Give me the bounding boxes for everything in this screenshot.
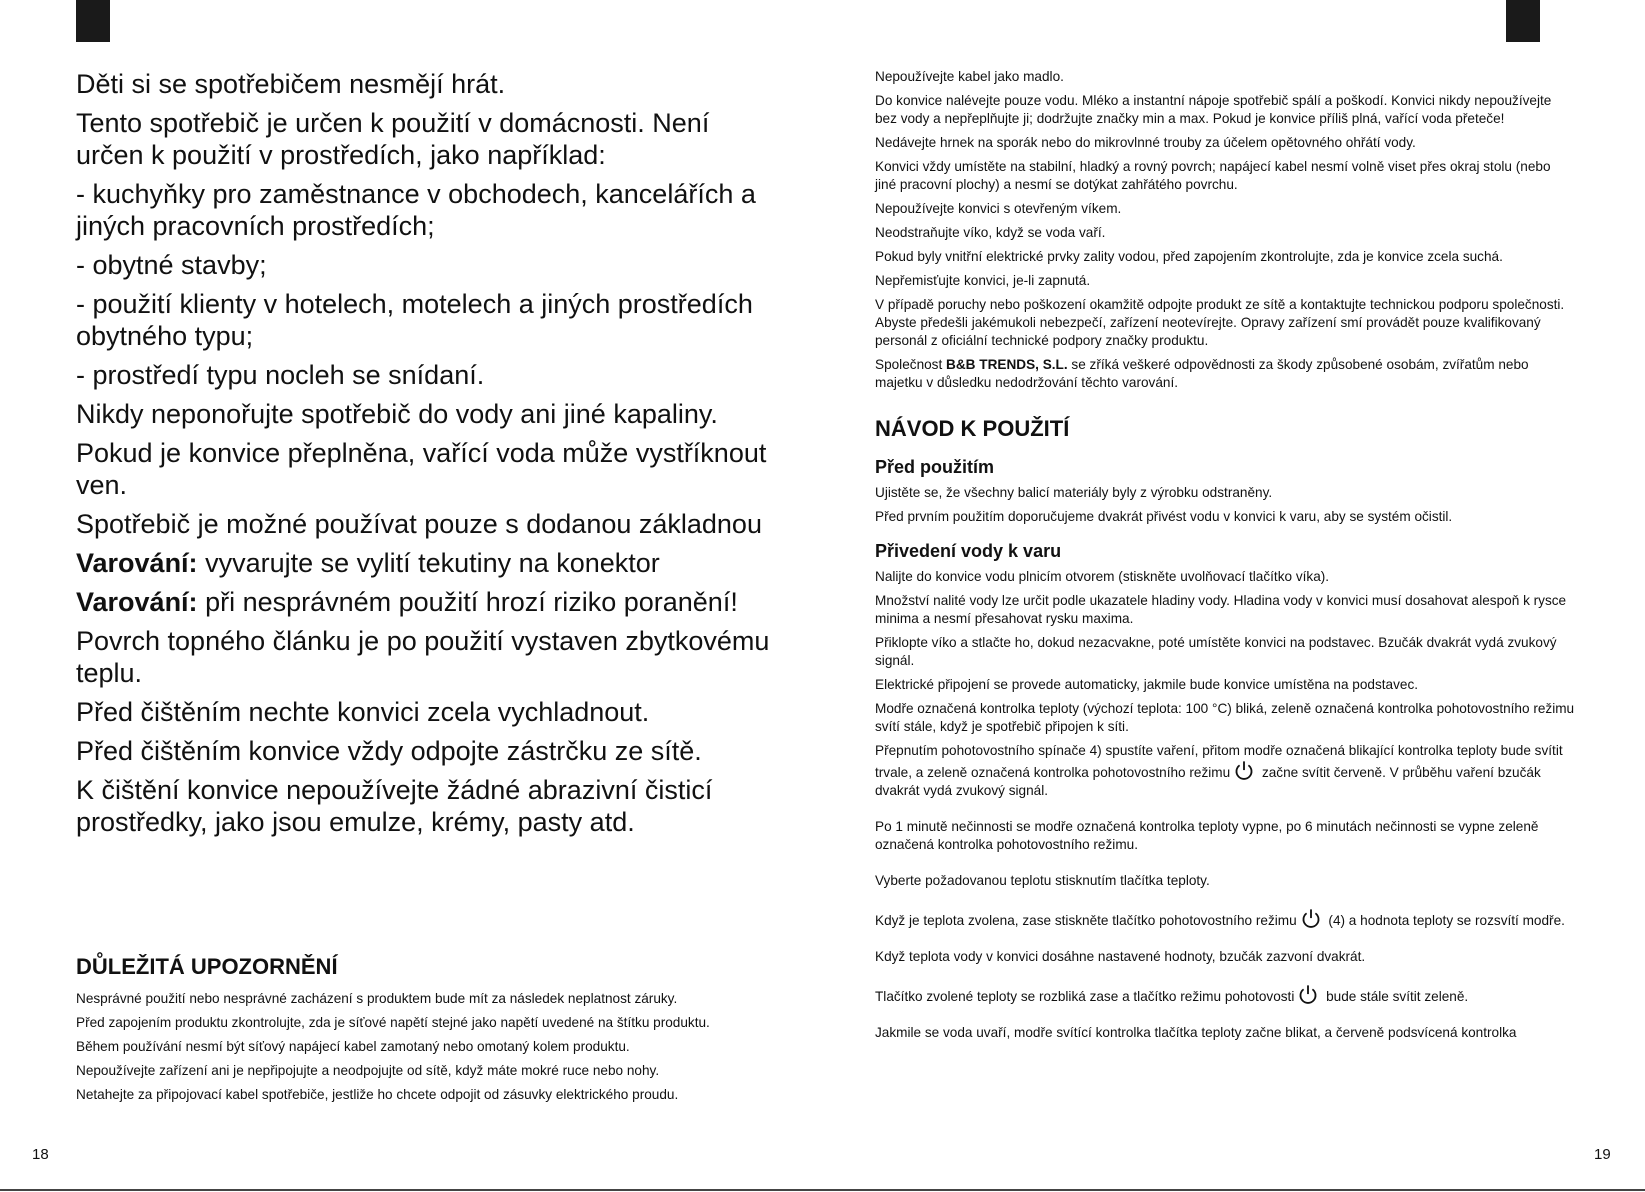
blink-paragraph bbox=[875, 984, 1575, 1006]
boiling-item: Přiklopte víko a stlačte ho, dokud nezacvakne, poté umístěte konvici na podstavec. Bzučák dvakrát vydá zvukový signál. bbox=[875, 635, 1557, 668]
warning-item: Konvici vždy umístěte na stabilní, hladký a rovný povrch; napájecí kabel nesmí volně viset přes okraj stolu (nebo jiné pracovní plochy) a nesmí se dotýkat zahřátého povrchu. bbox=[875, 159, 1551, 192]
before-use-heading: Před použitím bbox=[875, 457, 995, 477]
reached-paragraph: Když teplota vody v konvici dosáhne nastavené hodnoty, bzučák zazvoní dvakrát. bbox=[875, 949, 1366, 964]
page-tab-marker-right bbox=[1506, 0, 1540, 42]
left-paragraph: Děti si se spotřebičem nesmějí hrát. bbox=[76, 69, 506, 99]
left-page-body bbox=[76, 68, 776, 845]
left-paragraph: - použití klienty v hotelech, motelech a jiných prostředích obytného typu; bbox=[76, 289, 753, 351]
select-temp-paragraph: Vyberte požadovanou teplotu stisknutím tlačítka teploty. bbox=[875, 873, 1210, 888]
before-use-item: Před prvním použitím doporučujeme dvakrát přivést vodu v konvici k varu, aby se systém očistil. bbox=[875, 509, 1453, 524]
important-item: Nesprávné použití nebo nesprávné zacházení s produktem bude mít za následek neplatnost záruky. bbox=[76, 991, 678, 1006]
warning-item: Nepoužívejte kabel jako madlo. bbox=[875, 69, 1064, 84]
power-icon bbox=[1300, 908, 1322, 930]
left-paragraph: Tento spotřebič je určen k použití v domácnosti. Není určen k použití v prostředích, jako například: bbox=[76, 108, 710, 170]
left-paragraph: Spotřebič je možné používat pouze s dodanou základnou bbox=[76, 509, 762, 539]
bottom-divider bbox=[0, 1189, 1645, 1191]
liability-suffix: se zříká veškeré odpovědnosti za škody způsobené osobám, zvířatům nebo majetku v důsledku nedodržování těchto varování. bbox=[875, 357, 1529, 390]
left-paragraph: K čištění konvice nepoužívejte žádné abrazivní čisticí prostředky, jako jsou emulze, krémy, pasty atd. bbox=[76, 775, 713, 837]
warning-item: V případě poruchy nebo poškození okamžitě odpojte produkt ze sítě a kontaktujte technickou podporu společnosti. Abyste předešli jakémukoli nebezpečí, zařízení neotevírejte. Opravy zařízení smí provádět pouze kvalifikovaný personál z oficiální technické podpory značky produktu. bbox=[875, 297, 1565, 348]
warning-item: Pokud byly vnitřní elektrické prvky zality vodou, před zapojením zkontrolujte, zda je konvice zcela suchá. bbox=[875, 249, 1503, 264]
left-paragraph: Před čištěním nechte konvici zcela vychladnout. bbox=[76, 697, 650, 727]
warning-item: Nepřemisťujte konvici, je-li zapnutá. bbox=[875, 273, 1091, 288]
liability-prefix: Společnost bbox=[875, 357, 947, 372]
boiling-heading: Přivedení vody k varu bbox=[875, 541, 1062, 561]
switch-text-b: začne svítit červeně. V průběhu vaření bzučák dvakrát vydá zvukový signál. bbox=[875, 765, 1541, 798]
warning-item: Nepoužívejte konvici s otevřeným víkem. bbox=[875, 201, 1122, 216]
warning-text: při nesprávném použití hrozí riziko poranění! bbox=[197, 587, 738, 617]
important-item: Netahejte za připojovací kabel spotřebiče, jestliže ho chcete odpojit od zásuvky elektrického proudu. bbox=[76, 1087, 679, 1102]
power-icon bbox=[1297, 984, 1319, 1006]
warning-item: Do konvice nalévejte pouze vodu. Mléko a instantní nápoje spotřebič spálí a poškodí. Konvici nikdy nepoužívejte bez vody a nepřeplňujte ji; dodržujte značky min a max. Pokud je konvice příliš plná, vařící voda přeteče! bbox=[875, 93, 1552, 126]
left-paragraph: - prostředí typu nocleh se snídaní. bbox=[76, 360, 485, 390]
company-name: B&B TRENDS, S.L. bbox=[946, 357, 1068, 372]
boiling-item: Modře označená kontrolka teploty (výchozí teplota: 100 °C) bliká, zeleně označená kontrolka pohotovostního režimu svítí stále, když je spotřebič připojen k síti. bbox=[875, 701, 1575, 734]
page-tab-marker-left bbox=[76, 0, 110, 42]
right-page-body bbox=[875, 68, 1575, 1048]
blink-text-a: Tlačítko zvolené teploty se rozbliká zase a tlačítko režimu pohotovosti bbox=[875, 989, 1295, 1004]
page-number-left: 18 bbox=[32, 1146, 49, 1163]
important-item: Nepoužívejte zařízení ani je nepřipojujte a neodpojujte od sítě, když máte mokré ruce nebo nohy. bbox=[76, 1063, 660, 1078]
selected-text-a: Když je teplota zvolena, zase stiskněte tlačítko pohotovostního režimu bbox=[875, 913, 1297, 928]
left-paragraph: - kuchyňky pro zaměstnance v obchodech, kancelářích a jiných pracovních prostředích; bbox=[76, 179, 756, 241]
boiling-item: Nalijte do konvice vodu plnicím otvorem (stiskněte uvolňovací tlačítko víka). bbox=[875, 569, 1330, 584]
power-icon bbox=[1233, 760, 1255, 782]
left-paragraph: Pokud je konvice přeplněna, vařící voda může vystříknout ven. bbox=[76, 438, 767, 500]
warning-text: vyvarujte se vylití tekutiny na konektor bbox=[197, 548, 660, 578]
warning-item: Neodstraňujte víko, když se voda vaří. bbox=[875, 225, 1106, 240]
warning-label: Varování: bbox=[76, 587, 198, 617]
boiling-item: Množství nalité vody lze určit podle ukazatele hladiny vody. Hladina vody v konvici musí dosahovat alespoň k rysce minima a nesmí přesahovat rysku maxima. bbox=[875, 593, 1567, 626]
important-notices-section bbox=[76, 954, 776, 1110]
page-number-right: 19 bbox=[1594, 1146, 1611, 1163]
warning-item: Nedávejte hrnek na sporák nebo do mikrovlnné trouby za účelem opětovného ohřátí vody. bbox=[875, 135, 1416, 150]
warning-line bbox=[76, 586, 776, 618]
before-use-item: Ujistěte se, že všechny balicí materiály byly z výrobku odstraněny. bbox=[875, 485, 1273, 500]
switch-paragraph bbox=[875, 742, 1575, 800]
blink-text-b: bude stále svítit zeleně. bbox=[1322, 989, 1469, 1004]
left-paragraph: - obytné stavby; bbox=[76, 250, 267, 280]
important-title: DŮLEŽITÁ UPOZORNĚNÍ bbox=[76, 954, 338, 979]
idle-paragraph: Po 1 minutě nečinnosti se modře označená kontrolka teploty vypne, po 6 minutách nečinnosti se vypne zeleně označená kontrolka pohotovostního režimu. bbox=[875, 819, 1539, 852]
boiling-item: Elektrické připojení se provede automaticky, jakmile bude konvice umístěna na podstavec. bbox=[875, 677, 1419, 692]
selected-text-b: (4) a hodnota teploty se rozsvítí modře. bbox=[1324, 913, 1565, 928]
important-item: Během používání nesmí být síťový napájecí kabel zamotaný nebo omotaný kolem produktu. bbox=[76, 1039, 630, 1054]
switch-text-a: Přepnutím pohotovostního spínače 4) spustíte vaření, přitom modře označená blikající kontrolka teploty bude svítit trvale, a zeleně označená kontrolka pohotovostního režimu bbox=[875, 743, 1563, 780]
warning-label: Varování: bbox=[76, 548, 198, 578]
important-item: Před zapojením produktu zkontrolujte, zda je síťové napětí stejné jako napětí uvedené na štítku produktu. bbox=[76, 1015, 710, 1030]
left-paragraph: Nikdy neponořujte spotřebič do vody ani jiné kapaliny. bbox=[76, 399, 718, 429]
left-paragraph: Povrch topného článku je po použití vystaven zbytkovému teplu. bbox=[76, 626, 770, 688]
liability-paragraph bbox=[875, 356, 1575, 392]
selected-temp-paragraph bbox=[875, 908, 1575, 930]
warning-line bbox=[76, 547, 776, 579]
left-paragraph: Před čištěním konvice vždy odpojte zástrčku ze sítě. bbox=[76, 736, 702, 766]
boiled-paragraph: Jakmile se voda uvaří, modře svítící kontrolka tlačítka teploty začne blikat, a červeně podsvícená kontrolka bbox=[875, 1025, 1517, 1040]
manual-title: NÁVOD K POUŽITÍ bbox=[875, 416, 1070, 441]
